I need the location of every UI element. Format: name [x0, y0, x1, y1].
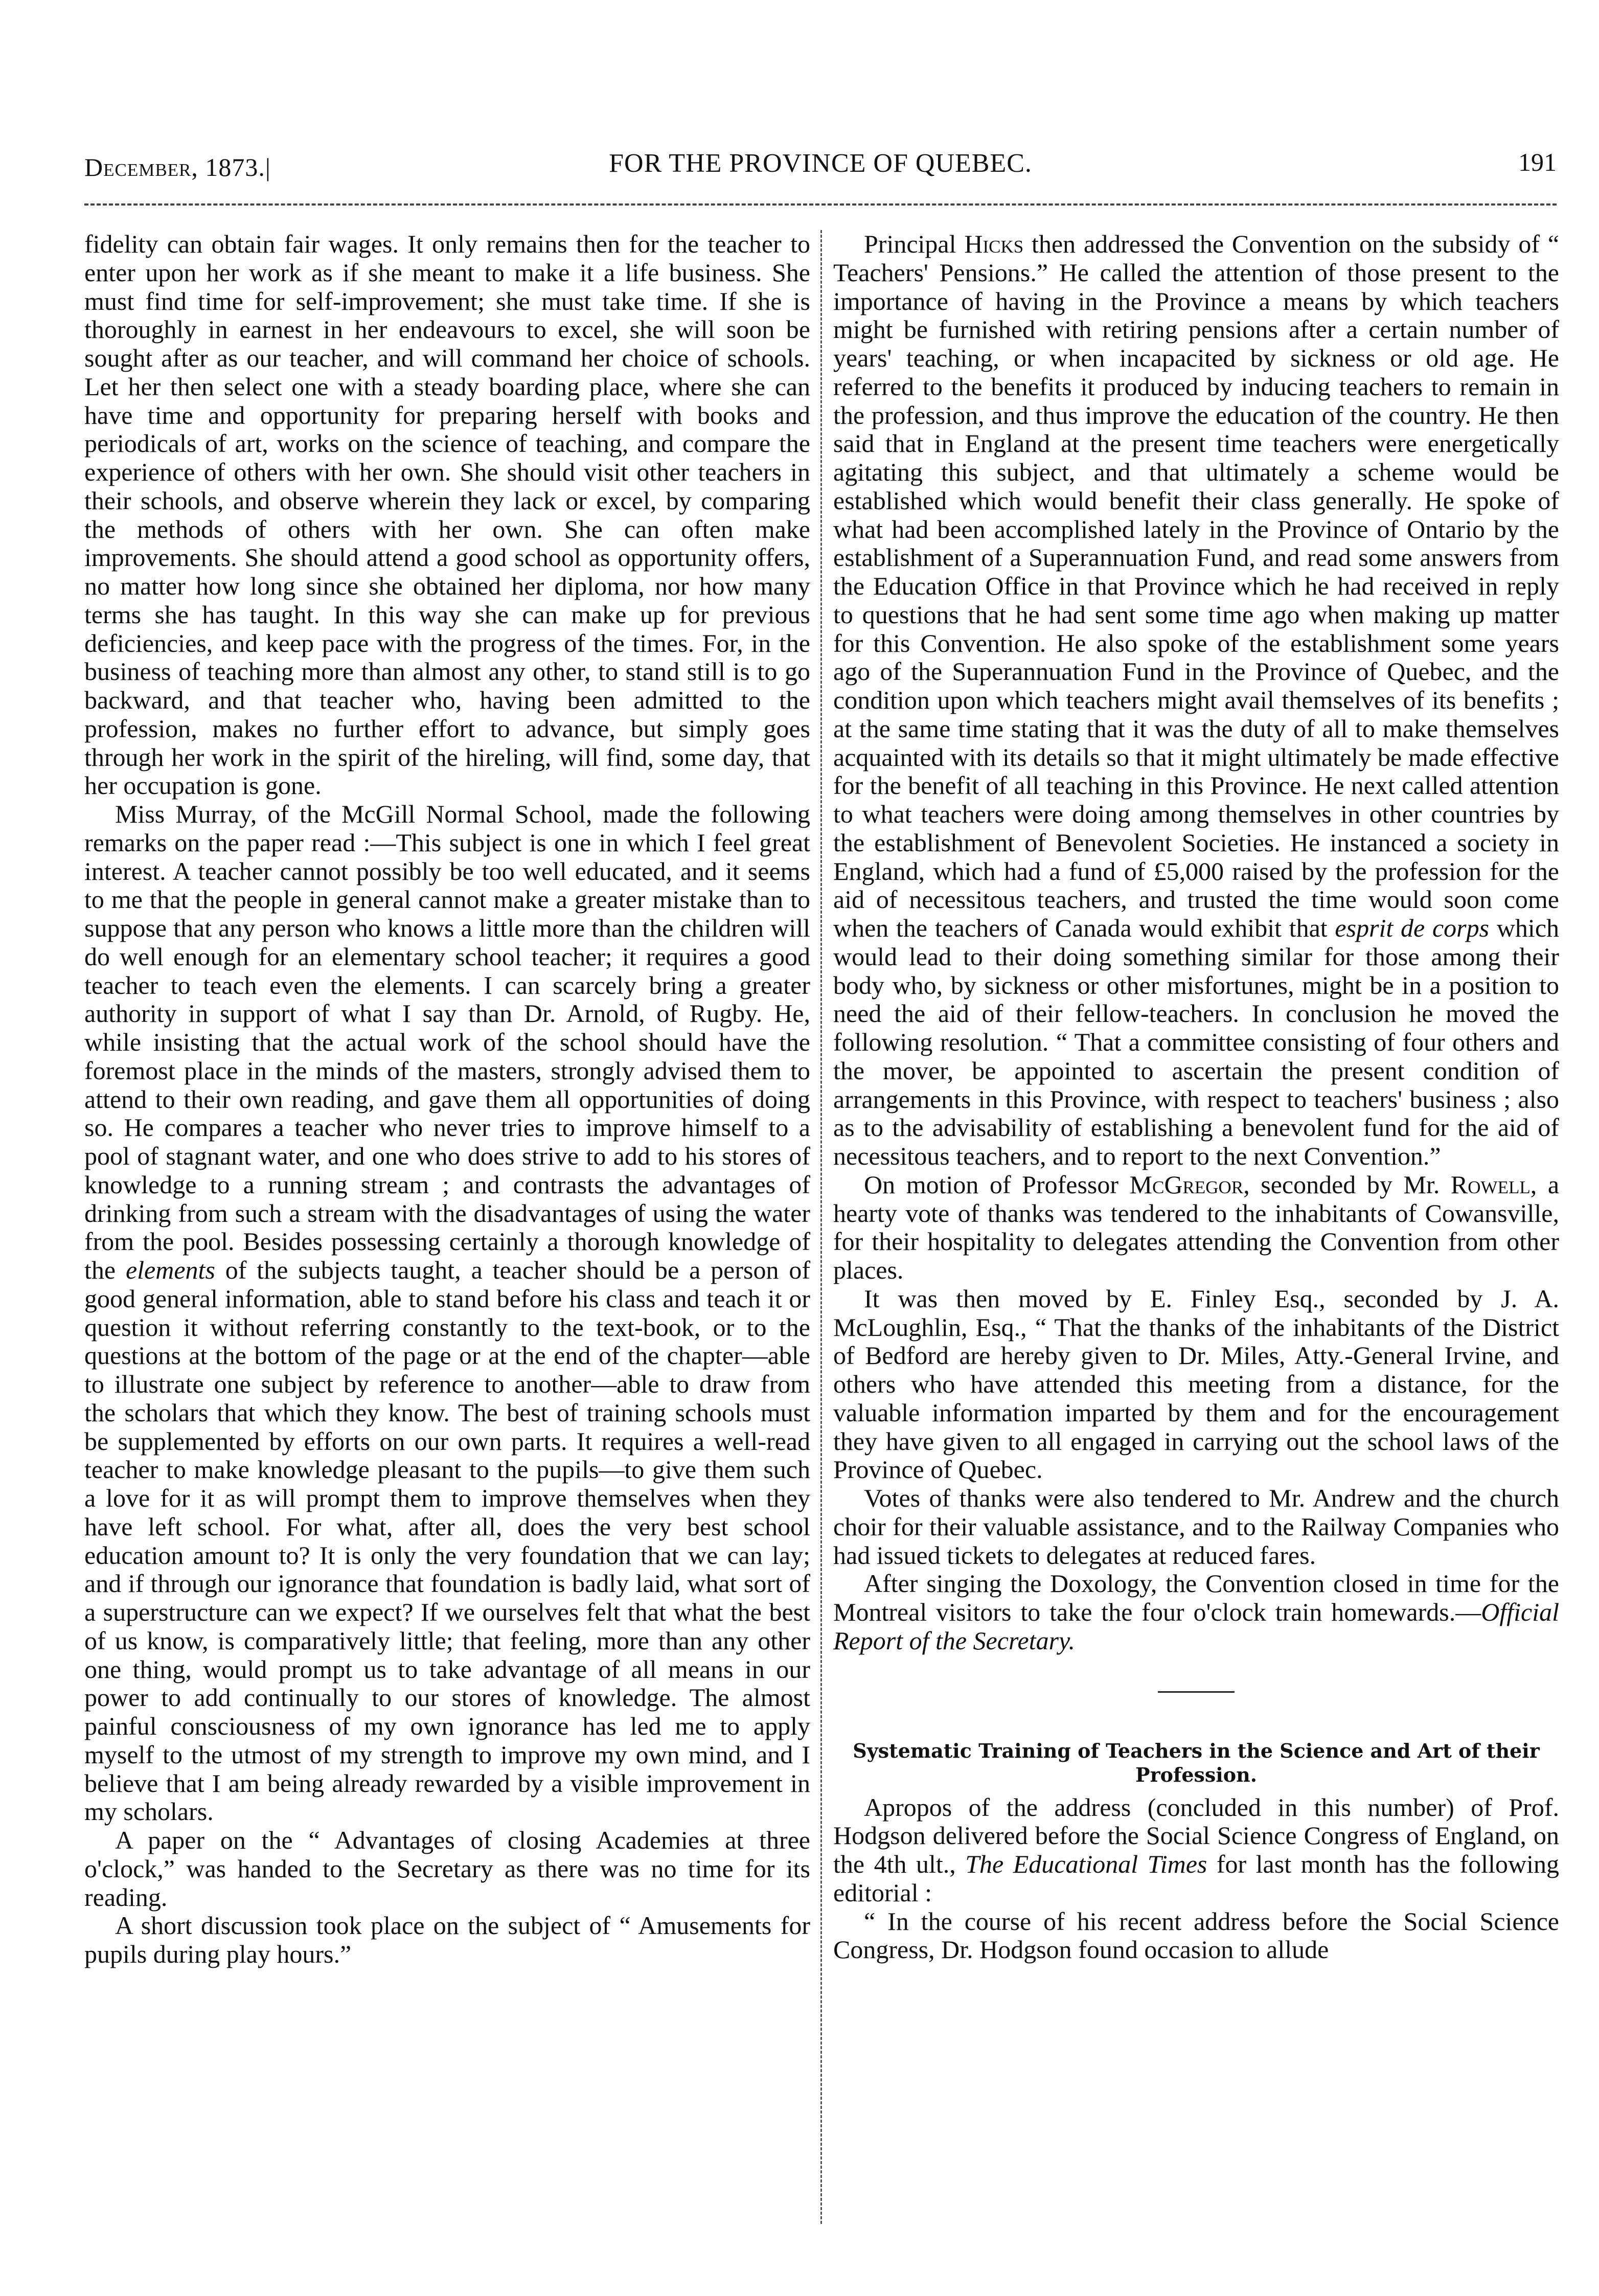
- paragraph: [833, 1171, 1559, 1285]
- running-head-title: FOR THE PROVINCE OF QUEBEC.: [609, 149, 1032, 178]
- paragraph: [84, 800, 810, 1826]
- text-run: On motion of Professor: [864, 1170, 1119, 1199]
- running-head-date: December, 1873.|: [84, 153, 271, 181]
- text-run: Apropos of the address (concluded in this number) of Prof. Hodgson delivered before the Social Science Congress of England, on the 4th ult.,: [833, 1792, 1559, 1878]
- italic-run: elements: [125, 1256, 215, 1284]
- paragraph: A paper on the “ Advantages of closing Academies at three o'clock,” was handed to the Secretary as there was no time for its reading.: [84, 1826, 810, 1912]
- right-column: [833, 230, 1559, 1964]
- page-number: 191: [1518, 148, 1557, 176]
- left-column: [84, 230, 810, 1969]
- header-rule: [84, 203, 1557, 206]
- italic-run: esprit de corps: [1335, 914, 1490, 942]
- running-head: [84, 133, 1557, 181]
- text-run: for last month has the following editorial :: [833, 1850, 1560, 1907]
- column-divider: [820, 230, 822, 2224]
- name-run: McGregor: [1129, 1170, 1244, 1199]
- paragraph: [833, 1570, 1559, 1655]
- paragraph: fidelity can obtain fair wages. It only remains then for the teacher to enter upon her work as if she meant to make it a life business. She must find time for self-improvement; she must take time. If she is thoroughly in earnest in her endeavours to excel, she will soon be sought after as our teacher, and will command her choice of schools. Let her then select one with a steady boarding place, where she can have time and opportunity for preparing herself with books and periodicals of art, works on the science of teaching, and compare the experience of others with her own. She should visit other teachers in their schools, and observe wherein they lack or excel, by comparing the methods of others with her own. She can often make improvements. She should attend a good school as opportunity offers, no matter how long since she obtained her diploma, nor how many terms she has taught. In this way she can make up for previous deficiencies, and keep pace with the progress of the times. For, in the business of teaching more than almost any other, to stand still is to go backward, and that teacher who, having been admitted to the profession, makes no further effort to advance, but simply goes through her work in the spirit of the hireling, will find, some day, that her occupation is gone.: [84, 230, 810, 800]
- paragraph: [833, 1793, 1559, 1907]
- text-run: After singing the Doxology, the Convention closed in time for the Montreal visitors to take the four o'clock train homewards.—: [833, 1569, 1559, 1626]
- italic-run: The Educational Times: [965, 1850, 1207, 1878]
- text-run: of the subjects taught, a teacher should be a person of good general information, able to stand before his class and teach it or question it without referring constantly to the text-book, or to the questions at the bottom of the page or at the end of the chapter—able to illustrate one subject by reference to another—able to draw from the scholars that which they know. The best of training schools must be supplemented by efforts on our own parts. It requires a well-read teacher to make knowledge pleasant to the pupils—to give them such a love for it as will prompt them to improve themselves when they have left school. For what, after all, does the very best school education amount to? It is only the very foundation that we can lay; and if through our ignorance that foundation is badly laid, what sort of a superstructure can we expect? If we ourselves felt that what the best of us know, is comparatively little; that feeling, more than any other one thing, would prompt us to take advantage of all means in our power to add continually to our stores of knowledge. The almost painful consciousness of my own ignorance has led me to apply myself to the utmost of my strength to improve my own mind, and I believe that I am being already rewarded by a visible improvement in my scholars.: [84, 1256, 811, 1826]
- paragraph: Votes of thanks were also tendered to Mr. Andrew and the church choir for their valuable assistance, and to the Railway Companies who had issued tickets to delegates at reduced fares.: [833, 1484, 1559, 1570]
- text-run: , seconded by Mr.: [1243, 1170, 1440, 1199]
- paragraph: A short discussion took place on the subject of “ Amusements for pupils during play hours.”: [84, 1911, 810, 1968]
- section-rule: [1158, 1691, 1235, 1693]
- document-page: [84, 133, 1560, 2270]
- text-run: , a hearty vote of thanks was tendered to the inhabitants of Cowansville, for their hospitality to delegates attending the Convention from other places.: [833, 1170, 1560, 1284]
- name-run: Hicks: [964, 230, 1024, 258]
- paragraph: It was then moved by E. Finley Esq., seconded by J. A. McLoughlin, Esq., “ That the thanks of the inhabitants of the District of Bedford are hereby given to Dr. Miles, Atty.-General Irvine, and others who have attended this meeting from a distance, for the valuable information imparted by them and for the encouragement they have given to all engaged in carrying out the school laws of the Province of Quebec.: [833, 1284, 1559, 1484]
- paragraph: “ In the course of his recent address before the Social Science Congress, Dr. Hodgson found occasion to allude: [833, 1906, 1559, 1964]
- section-heading: Systematic Training of Teachers in the Science and Art of their Profession.: [853, 1739, 1540, 1786]
- italic-run: Official Report of the Secretary.: [833, 1598, 1559, 1655]
- text-run: Miss Murray, of the McGill Normal School, made the following remarks on the paper read :—This subject is one in which I feel great interest. A teacher cannot possibly be too well educated, and it seems to me that the people in general cannot make a greater mistake than to suppose that any person who knows a little more than the children will do well enough for an elementary school teacher; it requires a good teacher to teach even the elements. I can scarcely bring a greater authority in support of what I say than Dr. Arnold, of Rugby. He, while insisting that the actual work of the school should have the foremost place in the minds of the masters, strongly advised them to attend to their own reading, and gave them all opportunities of doing so. He compares a teacher who never tries to improve himself to a pool of stagnant water, and one who does strive to add to his stores of knowledge to a running stream ; and contrasts the advantages of drinking from such a stream with the disadvantages of using the water from the pool. Besides possessing certainly a thorough knowledge of the: [84, 800, 810, 1284]
- paragraph: [833, 230, 1559, 1171]
- text-run: then addressed the Convention on the subsidy of “ Teachers' Pensions.” He called the attention of those present to the importance of having in the Province a means by which teachers might be furnished with retiring pensions after a certain number of years' teaching, or when incapacited by sickness or old age. He referred to the benefits it produced by inducing teachers to remain in the profession, and thus improve the education of the country. He then said that in England at the present time teachers were energetically agitating this subject, and that ultimately a scheme would be established which would benefit their class generally. He spoke of what had been accomplished lately in the Province of Ontario by the establishment of a Superannuation Fund, and read some answers from the Education Office in that Province which he had received in reply to questions that he had sent some time ago when making up matter for this Convention. He also spoke of the establishment some years ago of the Superannuation Fund in the Province of Quebec, and the condition upon which teachers might avail themselves of its benefits ; at the same time stating that it was the duty of all to make themselves acquainted with its details so that it might ultimately be made effective for the benefit of all teaching in this Province. He next called attention to what teachers were doing among themselves in other countries by the establishment of Benevolent Societies. He instanced a society in England, which had a fund of £5,000 raised by the profession for the aid of necessitous teachers, and trusted the time would soon come when the teachers of Canada would exhibit that: [833, 230, 1560, 942]
- text-run: Principal: [864, 230, 956, 258]
- name-run: Rowell: [1450, 1170, 1531, 1199]
- text-run: which would lead to their doing something similar for those among their body who, by sickness or other misfortunes, might be in a position to need the aid of their fellow-teachers. In conclusion he moved the following resolution. “ That a committee consisting of four others and the mover, be appointed to ascertain the present condition of arrangements in this Province, with respect to teachers' business ; also as to the advisability of establishing a benevolent fund for the aid of necessitous teachers, and to report to the next Convention.”: [833, 914, 1560, 1170]
